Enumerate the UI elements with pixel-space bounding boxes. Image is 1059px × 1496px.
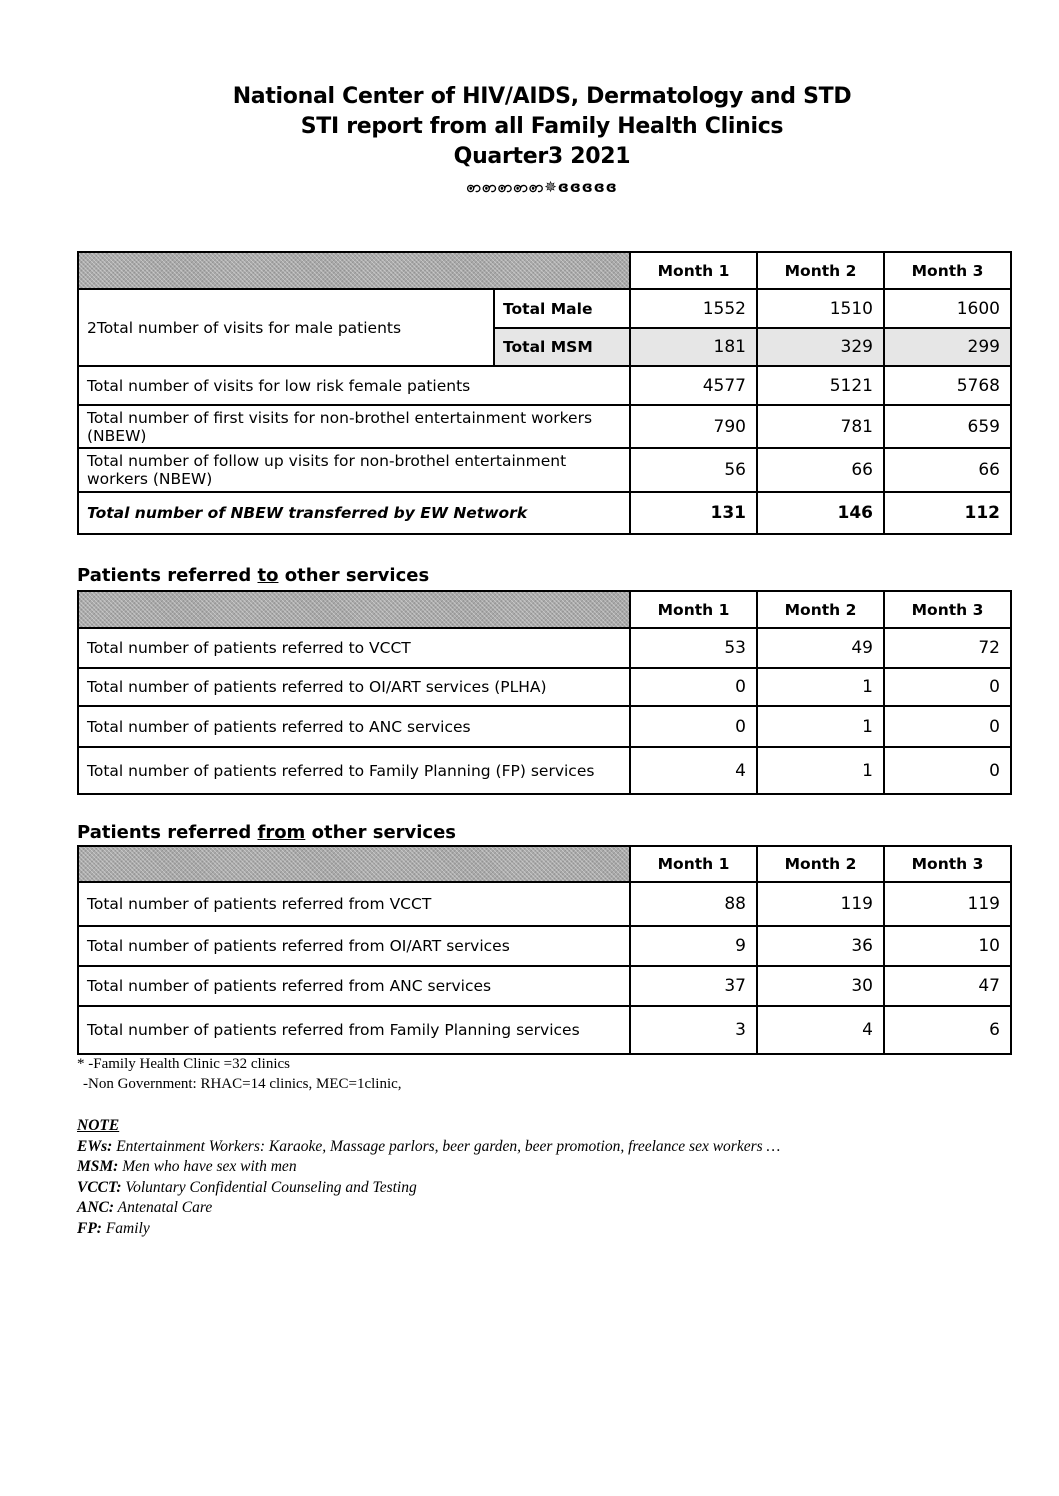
footnote-line: * -Family Health Clinic =32 clinics	[77, 1056, 291, 1072]
row-label: Total number of patients referred to VCCT	[78, 628, 630, 668]
header-month-3: Month 3	[884, 846, 1011, 882]
row-label-male-visits: 2Total number of visits for male patients	[78, 289, 494, 366]
table-row	[78, 405, 1011, 448]
cell-value: 0	[884, 668, 1011, 706]
cell-value: 56	[630, 448, 757, 492]
section-heading-referred-to: Patients referred to other services	[77, 565, 430, 586]
title-period: Quarter3 2021	[453, 144, 631, 169]
visits-table	[77, 251, 1012, 535]
header-month-2: Month 2	[757, 846, 884, 882]
table-total-row	[78, 492, 1011, 534]
note-item: FP: Family	[77, 1219, 150, 1237]
table-row	[78, 926, 1011, 966]
note-item: ANC: Antenatal Care	[77, 1199, 213, 1216]
cell-value: 0	[630, 706, 757, 747]
cell-value: 0	[884, 747, 1011, 794]
cell-value: 66	[757, 448, 884, 492]
header-blank-cell	[78, 252, 630, 289]
table-row	[78, 668, 1011, 706]
referred-to-table	[77, 590, 1012, 795]
header-month-1: Month 1	[630, 591, 757, 628]
note-item: MSM: Men who have sex with men	[77, 1158, 297, 1175]
cell-value: 1552	[630, 289, 757, 328]
row-label: Total number of patients referred to ANC services	[78, 706, 630, 747]
cell-value: 3	[630, 1006, 757, 1054]
table-header-row	[78, 591, 1011, 628]
sub-label-total-msm: Total MSM	[494, 328, 630, 366]
header-month-3: Month 3	[884, 252, 1011, 289]
row-label: Total number of patients referred from ANC services	[78, 966, 630, 1006]
section-heading-referred-from: Patients referred from other services	[77, 822, 457, 843]
cell-value: 146	[757, 492, 884, 534]
note-item: VCCT: Voluntary Confidential Counseling and Testing	[77, 1178, 417, 1196]
header-month-2: Month 2	[757, 591, 884, 628]
table-header-row	[78, 846, 1011, 882]
row-label: Total number of follow up visits for non-brothel entertainment workers (NBEW)	[78, 448, 630, 492]
table-row	[78, 289, 1011, 328]
clinic-footnote	[77, 1054, 402, 1094]
referred-from-table	[77, 845, 1012, 1055]
cell-value: 9	[630, 926, 757, 966]
cell-value: 0	[884, 706, 1011, 747]
header-blank-cell	[78, 591, 630, 628]
table-header-row	[78, 252, 1011, 289]
cell-value: 4	[630, 747, 757, 794]
row-label: Total number of patients referred from VCCT	[78, 882, 630, 926]
cell-value: 1510	[757, 289, 884, 328]
cell-value: 88	[630, 882, 757, 926]
cell-value: 790	[630, 405, 757, 448]
cell-value: 131	[630, 492, 757, 534]
table-row	[78, 747, 1011, 794]
decorative-ornament-icon: ꩦꩦꩦꩦꩦ✵ɞɞɞɞɞ	[466, 178, 618, 196]
table-row	[78, 966, 1011, 1006]
header-month-3: Month 3	[884, 591, 1011, 628]
cell-value: 181	[630, 328, 757, 366]
cell-value: 1600	[884, 289, 1011, 328]
cell-value: 1	[757, 747, 884, 794]
note-item: EWs: Entertainment Workers: Karaoke, Massage parlors, beer garden, beer promotion, freelance sex workers …	[77, 1137, 781, 1155]
title-organization: National Center of HIV/AIDS, Dermatology and STD	[232, 84, 852, 109]
row-label: Total number of patients referred to Family Planning (FP) services	[78, 747, 630, 794]
cell-value: 36	[757, 926, 884, 966]
cell-value: 10	[884, 926, 1011, 966]
cell-value: 299	[884, 328, 1011, 366]
cell-value: 37	[630, 966, 757, 1006]
sub-label-total-male: Total Male	[494, 289, 630, 328]
report-title-block	[0, 82, 1059, 196]
table-row	[78, 366, 1011, 405]
row-label: Total number of patients referred from OI/ART services	[78, 926, 630, 966]
footnote-line: -Non Government: RHAC=14 clinics, MEC=1clinic,	[83, 1076, 402, 1092]
cell-value: 66	[884, 448, 1011, 492]
cell-value: 4577	[630, 366, 757, 405]
header-blank-cell	[78, 846, 630, 882]
cell-value: 329	[757, 328, 884, 366]
cell-value: 47	[884, 966, 1011, 1006]
row-label: Total number of first visits for non-brothel entertainment workers (NBEW)	[78, 405, 630, 448]
cell-value: 6	[884, 1006, 1011, 1054]
cell-value: 0	[630, 668, 757, 706]
table-row	[78, 706, 1011, 747]
table-row	[78, 628, 1011, 668]
notes-section	[77, 1116, 780, 1239]
cell-value: 119	[884, 882, 1011, 926]
table-row	[78, 882, 1011, 926]
cell-value: 659	[884, 405, 1011, 448]
cell-value: 49	[757, 628, 884, 668]
header-month-1: Month 1	[630, 846, 757, 882]
cell-value: 1	[757, 668, 884, 706]
cell-value: 119	[757, 882, 884, 926]
notes-title: NOTE	[77, 1117, 120, 1134]
cell-value: 5121	[757, 366, 884, 405]
table-row	[78, 448, 1011, 492]
cell-value: 72	[884, 628, 1011, 668]
cell-value: 4	[757, 1006, 884, 1054]
cell-value: 53	[630, 628, 757, 668]
row-label: Total number of patients referred from Family Planning services	[78, 1006, 630, 1054]
header-month-2: Month 2	[757, 252, 884, 289]
row-label-total-nbew: Total number of NBEW transferred by EW Network	[78, 492, 630, 534]
row-label: Total number of visits for low risk female patients	[78, 366, 630, 405]
row-label: Total number of patients referred to OI/ART services (PLHA)	[78, 668, 630, 706]
header-month-1: Month 1	[630, 252, 757, 289]
title-report: STI report from all Family Health Clinics	[300, 114, 784, 139]
cell-value: 112	[884, 492, 1011, 534]
cell-value: 30	[757, 966, 884, 1006]
cell-value: 5768	[884, 366, 1011, 405]
cell-value: 1	[757, 706, 884, 747]
table-row	[78, 1006, 1011, 1054]
cell-value: 781	[757, 405, 884, 448]
